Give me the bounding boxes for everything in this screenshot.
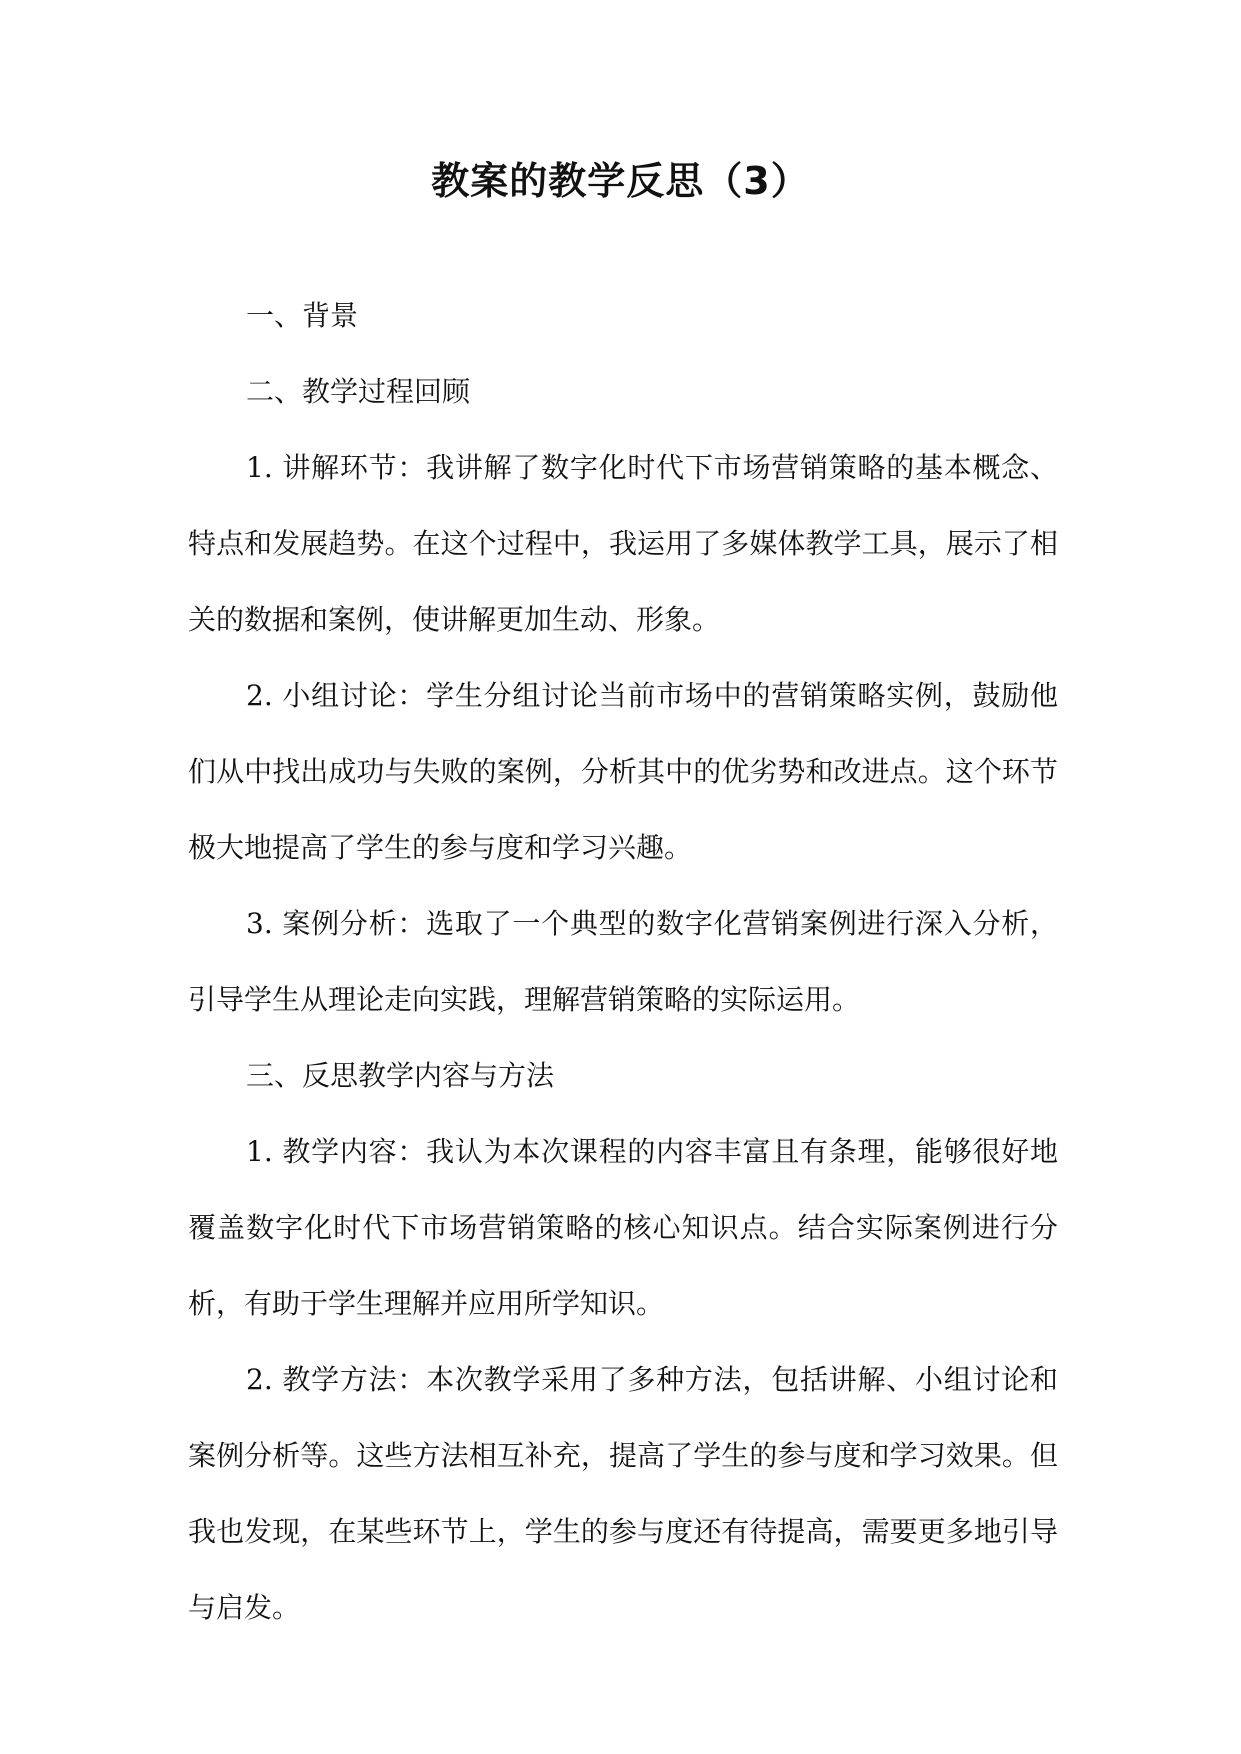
- section-heading-process-review: 二、教学过程回顾: [246, 375, 471, 408]
- paragraph-teaching-content: 1. 教学内容：我认为本次课程的内容丰富且有条理，能够很好地覆盖数字化时代下市场营销策略的核心知识点。结合实际案例进行分析，有助于学生理解并应用所学知识。: [188, 1135, 1058, 1320]
- document-title: 教案的教学反思（3）: [431, 159, 810, 203]
- paragraph-lecture: 1. 讲解环节：我讲解了数字化时代下市场营销策略的基本概念、特点和发展趋势。在这个过程中，我运用了多媒体教学工具，展示了相关的数据和案例，使讲解更加生动、形象。: [188, 451, 1058, 636]
- section-heading-background: 一、背景: [246, 299, 359, 332]
- paragraph-case-analysis: 3. 案例分析：选取了一个典型的数字化营销案例进行深入分析，引导学生从理论走向实践，理解营销策略的实际运用。: [188, 907, 1058, 1016]
- paragraph-teaching-method: 2. 教学方法：本次教学采用了多种方法，包括讲解、小组讨论和案例分析等。这些方法相互补充，提高了学生的参与度和学习效果。但我也发现，在某些环节上，学生的参与度还有待提高，需要更多地引导与启发。: [188, 1363, 1058, 1624]
- paragraph-group-discussion: 2. 小组讨论：学生分组讨论当前市场中的营销策略实例，鼓励他们从中找出成功与失败的案例，分析其中的优劣势和改进点。这个环节极大地提高了学生的参与度和学习兴趣。: [188, 679, 1058, 864]
- section-heading-reflection: 三、反思教学内容与方法: [246, 1059, 555, 1092]
- document-body: [188, 278, 1058, 1646]
